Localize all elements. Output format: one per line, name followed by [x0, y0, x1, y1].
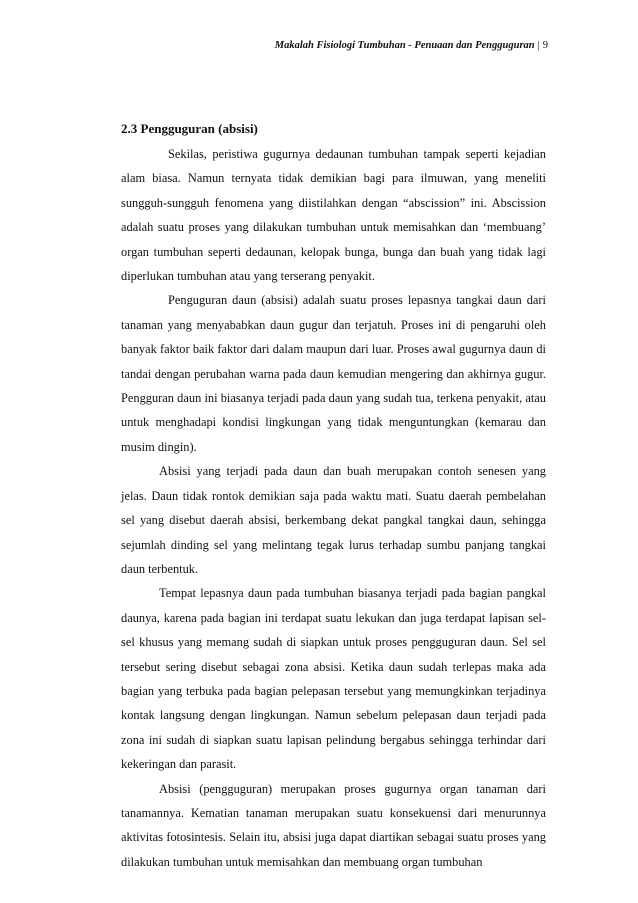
running-header [275, 40, 548, 51]
paragraph: Tempat lepasnya daun pada tumbuhan biasanya terjadi pada bagian pangkal daunya, karena pada bagian ini terdapat suatu lekukan dan juga terdapat lapisan sel-sel khusus yang memang sudah di siapkan untuk proses pengguguran daun. Sel sel tersebut sering disebut sebagai zona absisi. Ketika daun sudah terlepas maka ada bagian yang terbuka pada bagian pelepasan tersebut yang memungkinkan terjadinya kontak langsung dengan lingkungan. Namun sebelum pelepasan daun terjadi pada zona ini sudah di siapkan suatu lapisan pelindung bergabus sehingga terhindar dari kekeringan dan parasit. [121, 586, 546, 772]
section-heading: 2.3 Pengguguran (absisi) [121, 121, 258, 136]
body-text [121, 142, 546, 874]
header-title: Makalah Fisiologi Tumbuhan - Penuaan dan Pengguguran [274, 40, 535, 51]
page-number: 9 [542, 40, 548, 51]
header-separator: | [537, 40, 540, 51]
paragraph: Penguguran daun (absisi) adalah suatu proses lepasnya tangkai daun dari tanaman yang menyababkan daun gugur dan terjatuh. Proses ini di pengaruhi oleh banyak faktor baik faktor dari dalam maupun dari luar. Proses awal gugurnya daun di tandai dengan perubahan warna pada daun kemudian mengering dan akhirnya gugur. Pengguran daun ini biasanya terjadi pada daun yang sudah tua, terkena penyakit, atau untuk menghadapi kondisi lingkungan yang tidak menguntungkan (kemarau dan musim dingin). [121, 293, 546, 454]
paragraph: Sekilas, peristiwa gugurnya dedaunan tumbuhan tampak seperti kejadian alam biasa. Namun ternyata tidak demikian bagi para ilmuwan, yang meneliti sungguh-sungguh fenomena yang diistilahkan dengan “abscission” ini. Abscission adalah suatu proses yang dilakukan tumbuhan untuk memisahkan dan ‘membuang’ organ tumbuhan seperti dedaunan, kelopak bunga, bunga dan buah yang tidak lagi diperlukan tumbuhan atau yang terserang penyakit. [121, 147, 546, 284]
paragraph: Absisi (pengguguran) merupakan proses gugurnya organ tanaman dari tanamannya. Kematian tanaman merupakan suatu konsekuensi dari menurunnya aktivitas fotosintesis. Selain itu, absisi juga dapat diartikan sebagai suatu proses yang dilakukan tumbuhan untuk memisahkan dan membuang organ tumbuhan [121, 781, 546, 869]
paragraph: Absisi yang terjadi pada daun dan buah merupakan contoh senesen yang jelas. Daun tidak rontok demikian saja pada waktu mati. Suatu daerah pembelahan sel yang disebut daerah absisi, berkembang dekat pangkal tangkai daun, sehingga sejumlah dinding sel yang melintang tegak lurus terhadap sumbu panjang tangkai daun terbentuk. [121, 464, 546, 576]
